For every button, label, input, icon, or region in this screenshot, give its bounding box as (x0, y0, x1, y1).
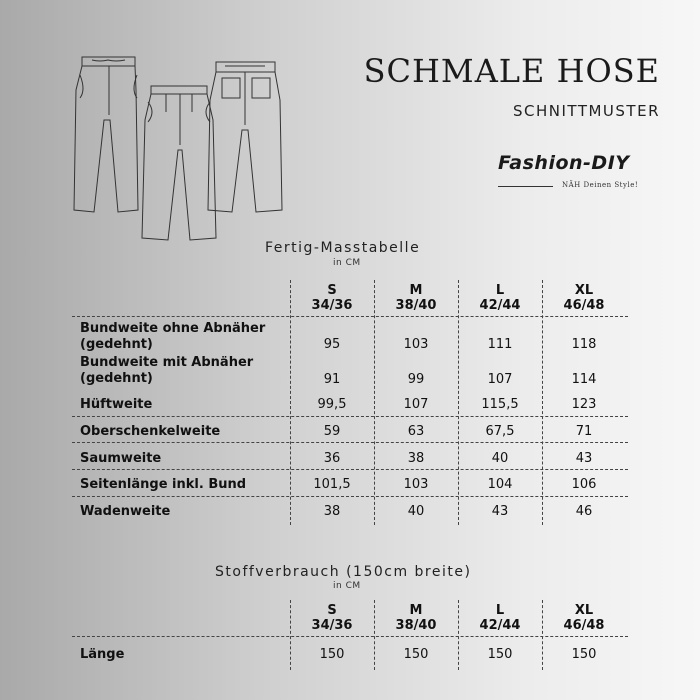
table-row-label: Saumweite (80, 451, 162, 466)
table-row-label: Länge (80, 647, 125, 662)
table-cell: 40 (407, 504, 425, 519)
table-cell: 104 (487, 477, 513, 492)
table-cell: 115,5 (481, 397, 519, 412)
table-cell: 99,5 (317, 397, 347, 412)
table-cell: 111 (487, 337, 513, 352)
table-cell: 63 (407, 424, 425, 439)
brand-logo: Fashion-DIY (498, 152, 630, 174)
size-column-header: M 38/40 (395, 283, 437, 313)
table-row-label: Wadenweite (80, 504, 171, 519)
brand-tagline: NÄH Deinen Style! (562, 181, 639, 189)
table-row-label: Hüftweite (80, 397, 153, 412)
table-cell: 46 (575, 504, 593, 519)
table-cell: 36 (323, 451, 341, 466)
size-table-rule (72, 442, 628, 443)
fabric-table-title: Stoffverbrauch (150cm breite) (215, 564, 472, 580)
size-table-column-rule (374, 280, 375, 525)
fabric-table-column-rule (458, 600, 459, 670)
trousers-flat-sketch-icon (70, 50, 290, 245)
trousers-pleated-drawing (142, 86, 216, 240)
size-table-rule (72, 416, 628, 417)
size-column-header: L 42/44 (479, 603, 521, 633)
page-subtitle: SCHNITTMUSTER (513, 102, 660, 120)
table-cell: 103 (403, 337, 429, 352)
table-cell: 107 (487, 372, 513, 387)
table-cell: 114 (571, 372, 597, 387)
size-column-header: S 34/36 (311, 283, 353, 313)
fabric-table-rule (72, 636, 628, 637)
size-table-title: Fertig-Masstabelle (265, 240, 421, 256)
trousers-back-drawing (208, 62, 282, 212)
size-table-rule (72, 316, 628, 317)
size-table-column-rule (458, 280, 459, 525)
trousers-front-drawing (74, 57, 138, 212)
table-cell: 101,5 (313, 477, 351, 492)
fabric-table-column-rule (374, 600, 375, 670)
table-cell: 95 (323, 337, 341, 352)
table-cell: 150 (403, 647, 429, 662)
table-row-label: Bundweite mit Abnäher (gedehnt) (80, 355, 254, 386)
size-table-rule (72, 496, 628, 497)
table-cell: 43 (575, 451, 593, 466)
table-cell: 40 (491, 451, 509, 466)
table-row-label: Seitenlänge inkl. Bund (80, 477, 247, 492)
table-cell: 118 (571, 337, 597, 352)
size-column-header: M 38/40 (395, 603, 437, 633)
size-column-header: L 42/44 (479, 283, 521, 313)
table-row-label: Oberschenkelweite (80, 424, 221, 439)
table-cell: 150 (319, 647, 345, 662)
table-row-label: Bundweite ohne Abnäher (gedehnt) (80, 321, 266, 352)
fabric-table-column-rule (542, 600, 543, 670)
size-table-unit: in CM (333, 258, 361, 268)
table-cell: 150 (487, 647, 513, 662)
table-cell: 71 (575, 424, 593, 439)
page-title: SCHMALE HOSE (363, 52, 660, 90)
table-cell: 123 (571, 397, 597, 412)
size-table-column-rule (290, 280, 291, 525)
table-cell: 59 (323, 424, 341, 439)
table-cell: 107 (403, 397, 429, 412)
table-cell: 103 (403, 477, 429, 492)
size-column-header: XL 46/48 (563, 603, 605, 633)
table-cell: 38 (407, 451, 425, 466)
table-cell: 38 (323, 504, 341, 519)
table-cell: 106 (571, 477, 597, 492)
table-cell: 91 (323, 372, 341, 387)
fabric-table-column-rule (290, 600, 291, 670)
size-table-rule (72, 469, 628, 470)
size-table-column-rule (542, 280, 543, 525)
table-cell: 43 (491, 504, 509, 519)
size-column-header: S 34/36 (311, 603, 353, 633)
table-cell: 99 (407, 372, 425, 387)
size-column-header: XL 46/48 (563, 283, 605, 313)
fabric-table-unit: in CM (333, 581, 361, 591)
table-cell: 150 (571, 647, 597, 662)
brand-divider (498, 186, 553, 187)
table-cell: 67,5 (485, 424, 515, 439)
